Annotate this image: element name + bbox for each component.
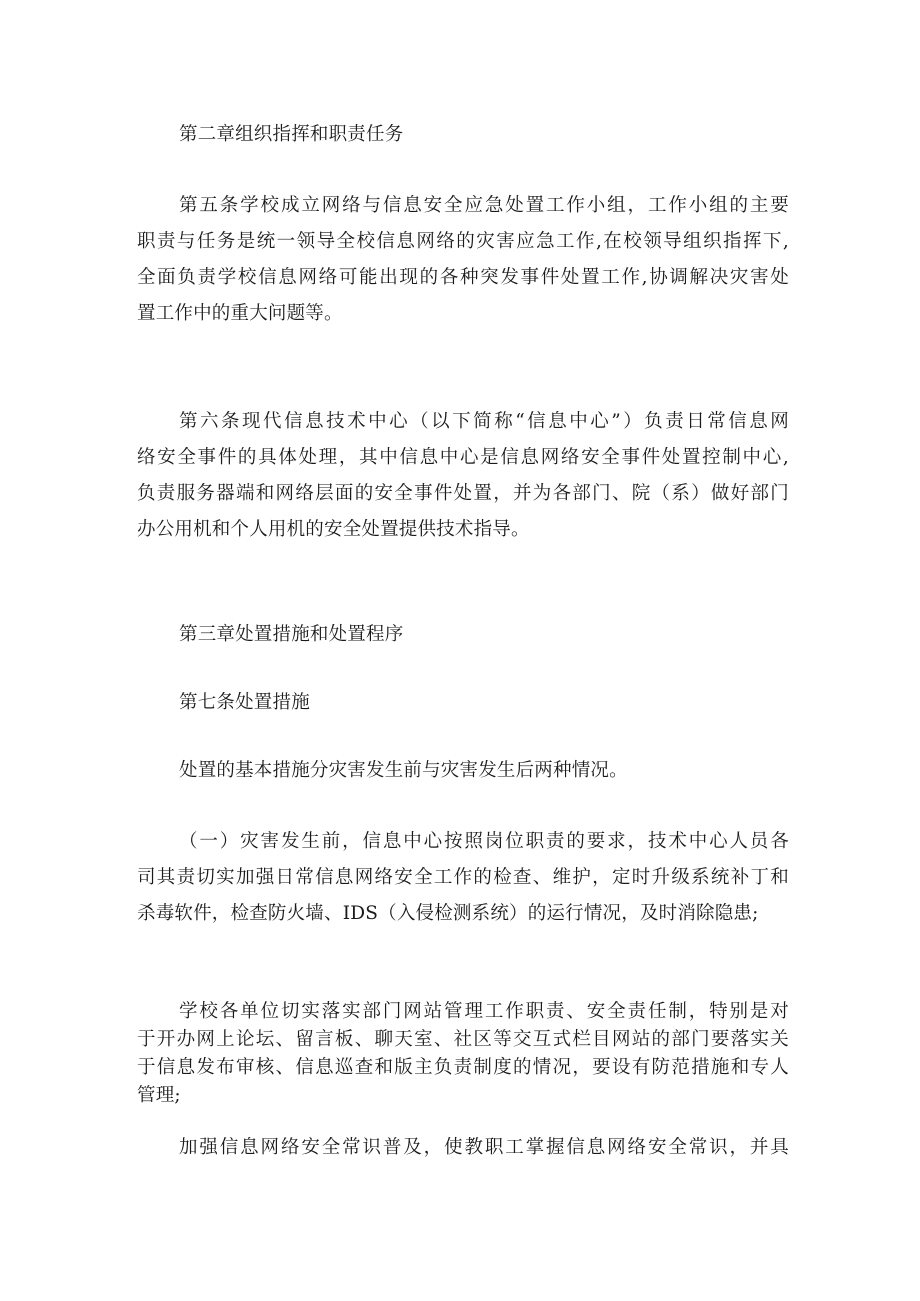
text-line: 全面负责学校信息网络可能出现的各种突发事件处置工作,协调解决灾害处 (137, 267, 789, 288)
article-6-paragraph (137, 404, 789, 548)
text-line: 第二章组织指挥和职责任务 (179, 124, 404, 145)
article-7-heading (137, 688, 789, 714)
article-5-paragraph (137, 188, 789, 332)
text-line: 负责服务器端和网络层面的安全事件处置，并为各部门、院（系）做好部门 (137, 483, 789, 504)
text-line: 置工作中的重大问题等。 (137, 303, 343, 324)
item-1-paragraph (137, 824, 789, 932)
text-line: （一）灾害发生前，信息中心按照岗位职责的要求，技术中心人员各 (179, 831, 789, 852)
text-line: 加强信息网络安全常识普及，使教职工掌握信息网络安全常识，并具 (179, 1137, 789, 1158)
text-line: 管理; (137, 1085, 181, 1106)
chapter-3-heading (137, 620, 789, 646)
units-responsibility-paragraph (137, 998, 789, 1110)
text-line: 处置的基本措施分灾害发生前与灾害发生后两种情况。 (179, 760, 628, 781)
text-line: 第五条学校成立网络与信息安全应急处置工作小组，工作小组的主要 (179, 195, 789, 216)
text-line: 办公用机和个人用机的安全处置提供技术指导。 (137, 519, 530, 540)
text-line: 杀毒软件，检查防火墙、IDS（入侵检测系统）的运行情况，及时消除隐患; (137, 903, 759, 924)
text-line: 职责与任务是统一领导全校信息网络的灾害应急工作,在校领导组织指挥下, (137, 231, 789, 252)
chapter-2-heading (137, 120, 789, 146)
text-line: 司其责切实加强日常信息网络安全工作的检查、维护，定时升级系统补丁和 (137, 867, 789, 888)
text-line: 第三章处置措施和处置程序 (179, 624, 404, 645)
text-line: 学校各单位切实落实部门网站管理工作职责、安全责任制，特别是对 (179, 1001, 789, 1022)
text-line: 第六条现代信息技术中心（以下简称“信息中心”）负责日常信息网 (179, 411, 789, 432)
text-line: 络安全事件的具体处理，其中信息中心是信息网络安全事件处置控制中心, (137, 447, 789, 468)
basic-measures-paragraph (137, 756, 789, 782)
text-line: 于开办网上论坛、留言板、聊天室、社区等交互式栏目网站的部门要落实关 (137, 1029, 789, 1050)
text-line: 第七条处置措施 (179, 692, 310, 713)
text-line: 于信息发布审核、信息巡查和版主负责制度的情况，要设有防范措施和专人 (137, 1057, 789, 1078)
strengthen-awareness-paragraph (137, 1130, 789, 1166)
